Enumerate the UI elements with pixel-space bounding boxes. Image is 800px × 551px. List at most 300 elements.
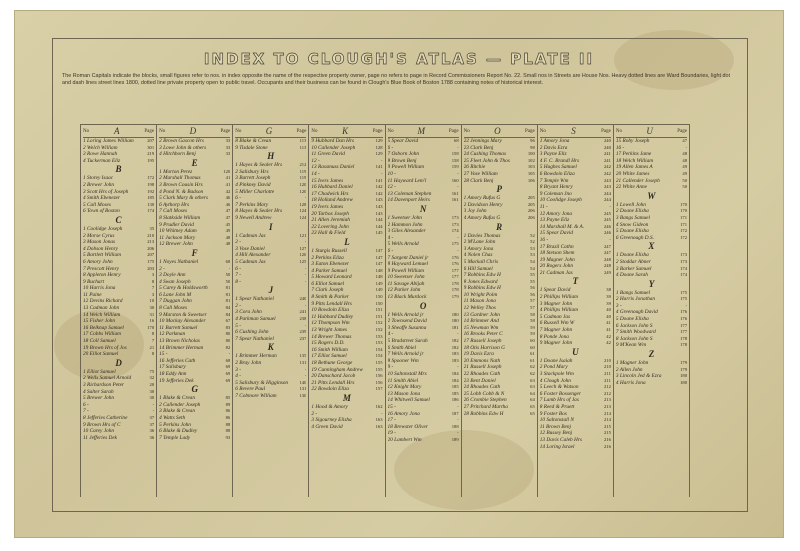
entry-owner: 5 Doane Elisha: [615, 316, 649, 323]
index-entry: [159, 298, 230, 305]
index-entry: [83, 175, 154, 182]
entry-owner: 14 Welch William: [83, 311, 121, 318]
entry-owner: 6 -: [387, 144, 394, 151]
header-page: Page: [296, 128, 307, 134]
entry-page: 68: [225, 258, 231, 264]
entry-page: 147: [375, 261, 383, 267]
index-entry: [540, 237, 611, 244]
entry-owner: 3 Stackpole Wm: [539, 371, 574, 377]
index-entry: [388, 437, 459, 444]
entry-owner: 20 Danschard Jacob: [311, 373, 356, 380]
index-entry: [235, 279, 306, 286]
index-entry: [159, 338, 230, 345]
entry-owner: 1 Storey Isaac: [83, 175, 114, 182]
index-entry: [540, 371, 611, 378]
entry-owner: 15 Newman Wm: [463, 324, 499, 331]
index-entry: [540, 404, 611, 411]
entry-page: -: [304, 278, 307, 284]
entry-owner: 18 Brewster Oliver: [387, 423, 428, 430]
entry-owner: 3 Giles Alexander: [387, 228, 426, 235]
index-entry: [388, 151, 459, 158]
entry-page: -: [304, 265, 307, 271]
index-entry: [235, 259, 306, 266]
entry-owner: 28 Clark Benj: [463, 177, 494, 184]
index-entry: [83, 305, 154, 312]
entry-page: 192: [147, 188, 155, 194]
entry-owner: 14 Brimmer And: [463, 318, 499, 325]
index-entry: [159, 189, 230, 196]
index-entry: [159, 266, 230, 273]
entry-owner: 1 Blake & Crean: [159, 395, 195, 402]
entry-page: 55: [530, 278, 535, 284]
entry-owner: 6 -: [387, 247, 394, 254]
index-entry: [540, 294, 611, 301]
entry-page: 205: [527, 201, 535, 207]
entry-owner: 5 Miller Charlotte: [235, 188, 275, 195]
entry-owner: 7 Spear Nathaniel: [235, 335, 274, 342]
index-entry: [159, 408, 230, 415]
entry-owner: 3 Lowe John & others: [159, 144, 207, 151]
index-entry: [235, 367, 306, 374]
entry-owner: 9 Powell William: [387, 164, 424, 171]
entry-owner: 1 Noyes Nathaniel: [159, 258, 199, 265]
index-entry: [388, 318, 459, 325]
entry-owner: 18 Holland Andrew: [311, 197, 353, 204]
index-entry: [616, 303, 687, 310]
index-entry: [311, 171, 382, 178]
entry-owner: 20 Emmons Nath: [463, 357, 501, 364]
entry-page: 182: [451, 338, 459, 344]
entry-page: 127: [299, 245, 307, 251]
entry-owner: 7 Robbins Edw H: [463, 272, 501, 279]
index-entry: [159, 215, 230, 222]
index-entry: [159, 145, 230, 152]
entry-page: 177: [680, 322, 687, 328]
entry-owner: 3 Vose Daniel: [235, 245, 265, 252]
index-entry: [616, 342, 687, 349]
index-entry: [235, 272, 306, 279]
entry-page: 129: [375, 138, 383, 143]
entry-page: 48: [682, 157, 687, 163]
entry-page: 62: [530, 364, 535, 370]
index-entry: [616, 252, 687, 259]
index-entry: [159, 415, 230, 422]
entry-page: -: [457, 170, 459, 176]
entry-owner: 21 Cadman Jas: [539, 269, 573, 276]
entry-owner: 5 -: [235, 322, 241, 329]
entry-owner: 9 Newell Andrew: [235, 214, 272, 221]
entry-owner: 5 Brewer John: [83, 395, 114, 402]
entry-page: 181: [451, 324, 459, 330]
entry-owner: 22 Bowdoin Eliza: [311, 386, 350, 393]
entry-page: 37: [149, 421, 155, 427]
entry-page: 64: [530, 390, 535, 396]
entry-page: 148: [375, 267, 383, 273]
index-entry: [159, 195, 230, 202]
entry-owner: 9 Pitts Lendall Hrs: [311, 300, 352, 307]
index-entry: [540, 270, 611, 277]
index-entry: [388, 364, 459, 371]
entry-owner: 17 Elliot Samuel: [311, 353, 347, 360]
entry-owner: 1 Sturgis Russell: [311, 247, 347, 254]
entry-owner: 11 Jefferies Dek: [83, 434, 118, 441]
entry-page: 248: [603, 256, 611, 262]
header-no: No: [83, 128, 90, 134]
entry-page: -: [228, 265, 231, 271]
entry-owner: 10 Bowdoin Eliza: [311, 307, 350, 314]
entry-owner: 3 Barrett Joseph: [235, 175, 271, 182]
entry-owner: 1 Spear David: [539, 287, 571, 294]
index-entry: [235, 303, 306, 310]
entry-owner: 7 Sargent Daniel jr: [387, 254, 429, 261]
entry-page: 240: [299, 296, 307, 302]
entry-page: 80: [225, 338, 231, 344]
entry-owner: 11 Paine: [83, 291, 102, 298]
entry-owner: 7 Lamb Hrs of Jas: [539, 397, 579, 404]
column-header: [616, 125, 687, 138]
index-entry: [464, 318, 535, 325]
entry-owner: 12 Parker John: [387, 287, 421, 294]
entry-owner: 20 Lambert Wm: [387, 436, 422, 443]
entry-page: 60: [530, 344, 535, 350]
index-entry: [83, 279, 154, 286]
entry-owner: 8 Ponde Jona: [539, 333, 569, 340]
entry-page: 37: [149, 414, 155, 420]
entry-page: 180: [680, 379, 687, 385]
entry-owner: 2 Allen John: [615, 366, 643, 373]
index-entry: [540, 164, 611, 171]
entry-page: 206: [147, 245, 155, 251]
index-entry: [388, 424, 459, 431]
entry-page: 174: [680, 272, 687, 278]
entry-page: 145: [375, 230, 383, 236]
entry-page: 174: [147, 208, 155, 214]
index-entry: [540, 430, 611, 437]
header-no: No: [235, 128, 242, 134]
index-entry: [464, 208, 535, 215]
entry-page: 59: [530, 324, 535, 330]
index-entry: [159, 279, 230, 286]
entry-page: 57: [530, 305, 535, 311]
entry-page: -: [457, 184, 459, 190]
entry-owner: 20 Elliot Samuel: [83, 351, 119, 358]
index-entry: [83, 395, 154, 402]
entry-owner: 3 Brown Cousin Hrs: [159, 181, 203, 188]
entry-page: 171: [680, 221, 687, 227]
entry-owner: 27 Pritchard Martha: [463, 403, 508, 410]
entry-page: 153: [375, 340, 383, 346]
entry-page: 30: [149, 305, 155, 311]
entry-owner: 11 Mason Jona: [463, 298, 496, 305]
entry-owner: 14 -: [311, 170, 320, 177]
entry-owner: 19 Magner John: [539, 256, 575, 263]
entry-owner: 1 Hayes & Sealer Hrs: [235, 162, 283, 169]
index-entry: [616, 296, 687, 303]
entry-owner: 10 Whitney Adam: [159, 228, 197, 235]
index-entry: [235, 296, 306, 303]
entry-owner: 18 Otis Harrison G: [463, 344, 505, 351]
entry-owner: 2 Brewer John: [83, 181, 114, 188]
index-entry: [464, 178, 535, 185]
entry-owner: 1 Lowell John: [615, 201, 646, 208]
index-entry: [388, 158, 459, 165]
entry-page: 68: [225, 357, 231, 363]
column-letter: D: [189, 126, 197, 136]
index-entry: [540, 145, 611, 152]
entry-owner: 4 Snow Gideon: [615, 221, 649, 228]
entry-owner: 5 Mackall Chris: [463, 258, 499, 265]
index-entry: [311, 380, 382, 387]
entry-page: 144: [375, 217, 383, 223]
entry-owner: 10 Sweetser John: [387, 274, 425, 281]
entry-owner: 10 Callender Joseph: [311, 144, 356, 151]
column-letter: A: [114, 126, 120, 136]
entry-page: 149: [375, 287, 383, 293]
entry-owner: 4 Pond N. & Badson: [159, 188, 204, 195]
index-entry: [540, 178, 611, 185]
index-entry: [235, 329, 306, 336]
entry-owner: 7 Osborn John: [387, 151, 419, 158]
index-entry: [83, 408, 154, 415]
index-entry: [540, 184, 611, 191]
entry-owner: 10 -: [387, 170, 396, 177]
entry-page: 178: [680, 342, 687, 348]
index-entry: [311, 360, 382, 367]
index-entry: [464, 285, 535, 292]
index-entry: [464, 233, 535, 240]
entry-page: -: [228, 351, 231, 357]
entry-page: 174: [680, 265, 687, 271]
entry-owner: 3 Payne Eliz: [539, 151, 567, 158]
index-entry: [311, 281, 382, 288]
index-entry: [616, 316, 687, 323]
entry-owner: 3 Mason Jonas: [83, 239, 116, 246]
entry-owner: 2 Morse Cyrus: [83, 232, 115, 239]
entry-owner: 10 Harris Jona: [83, 285, 116, 292]
entry-page: 135: [299, 353, 307, 359]
entry-page: 33: [225, 144, 231, 150]
index-entry: [616, 380, 687, 387]
entry-page: 8: [151, 278, 155, 284]
entry-owner: 9 Robbins Edw H: [463, 285, 501, 292]
entry-owner: 8 Spooner Wm: [387, 357, 419, 364]
entry-page: -: [457, 403, 459, 409]
index-entry: [311, 217, 382, 224]
entry-owner: 11 Smith Abiel: [387, 377, 419, 384]
entry-page: 161: [451, 197, 459, 203]
entry-page: 215: [603, 423, 611, 429]
entry-page: 175: [451, 241, 459, 247]
entry-owner: 16 Amory Jona: [387, 410, 420, 417]
block-letter-heading: L: [344, 236, 350, 247]
index-entry: [159, 351, 230, 358]
entry-owner: 16 Jefferies Cath: [159, 357, 196, 364]
entry-owner: 2 -: [235, 302, 241, 309]
entry-owner: 7 Magner John: [539, 327, 573, 334]
index-entry: [311, 373, 382, 380]
entry-page: -: [152, 408, 155, 414]
entry-page: 45: [225, 221, 231, 227]
index-entry: [83, 415, 154, 422]
index-entry: [388, 197, 459, 204]
entry-page: 36: [149, 434, 155, 440]
index-entry: [83, 182, 154, 189]
entry-owner: 1 Davies Thomas: [463, 232, 501, 239]
header-page: Page: [144, 128, 155, 134]
block-letter-heading: W: [647, 190, 656, 201]
entry-page: -: [457, 364, 459, 370]
entry-page: 239: [299, 329, 307, 335]
entry-owner: 12 -: [387, 184, 396, 191]
index-entry: [159, 228, 230, 235]
entry-page: -: [304, 195, 307, 201]
entry-owner: 10 Coolidge Joseph: [539, 197, 582, 204]
index-entry: [464, 215, 535, 222]
entry-owner: 8 Brown Benj: [387, 157, 417, 164]
entry-page: 33: [225, 151, 231, 157]
entry-owner: 8 Call Moses: [159, 305, 188, 312]
entry-page: 160: [451, 177, 459, 183]
entry-owner: 8 Smith & Parker: [311, 294, 349, 301]
entry-page: 129: [375, 151, 383, 157]
index-entry: [616, 138, 687, 145]
index-entry: [464, 266, 535, 273]
entry-page: 53: [530, 252, 535, 258]
index-entry: [616, 323, 687, 330]
index-entry: [83, 435, 154, 442]
entry-owner: 21 Pitts Lendall Hrs: [311, 379, 355, 386]
entry-owner: 4 Hill Alexander: [235, 252, 271, 259]
entry-owner: 13 Rassmuss Daniel: [311, 164, 355, 171]
entry-page: 237: [299, 335, 307, 341]
entry-page: 50: [225, 272, 231, 278]
entry-page: 88: [225, 428, 231, 434]
entry-page: 248: [603, 263, 611, 269]
index-entry: [540, 320, 611, 327]
entry-page: 131: [299, 360, 307, 366]
entry-page: 163: [375, 417, 383, 423]
entry-page: 185: [451, 384, 459, 390]
entry-owner: 4 Hitchborn Benj: [159, 151, 196, 158]
index-entry: [83, 375, 154, 382]
index-entry: [616, 164, 687, 171]
index-entry: [235, 360, 306, 367]
entry-page: 176: [680, 316, 687, 322]
entry-owner: 14 Loring Israel: [539, 443, 575, 450]
index-column: [308, 125, 384, 497]
entry-owner: 13 Payne Eliz: [539, 217, 570, 224]
entry-owner: 2 -: [235, 239, 241, 246]
entry-page: 8: [151, 331, 155, 337]
entry-page: 243: [603, 177, 611, 183]
entry-page: -: [380, 170, 383, 176]
entry-page: 151: [375, 307, 383, 313]
entry-owner: 10 Wright Polm: [463, 291, 498, 298]
index-entry: [464, 164, 535, 171]
index-entry: [311, 255, 382, 262]
index-entry: [83, 422, 154, 429]
entry-owner: 4 Parkman Samuel: [235, 316, 276, 323]
index-entry: [464, 138, 535, 145]
entry-page: 207: [147, 138, 155, 143]
entry-owner: 14 Whitwell Samuel: [387, 397, 430, 404]
entry-owner: 2 M'Lane John: [463, 239, 496, 246]
entry-owner: 1 Doane Elisha: [615, 252, 649, 259]
index-entry: [388, 248, 459, 255]
entry-page: 36: [149, 428, 155, 434]
entry-owner: 7 Cobmore William: [235, 393, 277, 399]
entry-page: 93: [225, 434, 231, 440]
entry-owner: 16 Brooks Peter C: [463, 331, 503, 338]
index-entry: [235, 266, 306, 273]
entry-page: 49: [682, 164, 687, 170]
entry-page: 154: [375, 346, 383, 352]
index-entry: [311, 411, 382, 418]
index-entry: [616, 208, 687, 215]
index-entry: [388, 215, 459, 222]
entry-owner: 21 Russell Joseph: [463, 364, 502, 371]
index-entry: [464, 202, 535, 209]
entry-page: 32: [149, 375, 155, 381]
entry-page: 140: [299, 379, 307, 385]
entry-page: 33: [225, 138, 231, 143]
index-entry: [388, 178, 459, 185]
entry-owner: 1 Sweetser John: [387, 214, 422, 221]
entry-owner: 8 Blake & Crean: [235, 138, 272, 144]
entry-page: 214: [603, 410, 611, 416]
index-entry: [235, 162, 306, 169]
index-entry: [388, 145, 459, 152]
entry-page: 86: [225, 408, 231, 414]
index-entry: [83, 351, 154, 358]
entry-page: 152: [375, 320, 383, 326]
index-entry: [388, 164, 459, 171]
index-entry: [388, 397, 459, 404]
index-entry: [464, 397, 535, 404]
index-entry: [83, 369, 154, 376]
entry-page: 20: [149, 382, 155, 387]
index-entry: [464, 292, 535, 299]
entry-owner: 7 Smith Woodward: [615, 329, 656, 336]
index-entry: [311, 287, 382, 294]
index-entry: [616, 309, 687, 316]
index-entry: [235, 175, 306, 182]
entry-page: 125: [299, 258, 307, 264]
index-entry: [616, 222, 687, 229]
entry-page: 65: [530, 403, 535, 409]
block-letter-heading: M: [342, 392, 351, 403]
index-entry: [616, 171, 687, 178]
entry-owner: 11 Barrett Samuel: [159, 324, 198, 331]
entry-owner: 18 Coll Samuel: [83, 338, 116, 345]
entry-owner: 13 Davis Caleb Hrs: [539, 436, 582, 443]
entry-page: 238: [299, 316, 307, 322]
entry-owner: 4 Green David: [311, 423, 343, 430]
entry-owner: 4 Amory Rufus G: [463, 214, 501, 221]
index-entry: [464, 312, 535, 319]
index-entry: [540, 411, 611, 418]
entry-owner: 5 Carey & Holdsworth: [159, 285, 208, 292]
entry-page: 142: [375, 184, 383, 190]
index-entry: [616, 266, 687, 273]
index-column: [613, 125, 690, 497]
entry-owner: 19 Ivers James: [311, 203, 344, 210]
block-letter-heading: O: [419, 300, 427, 311]
entry-page: -: [457, 417, 459, 423]
index-entry: [540, 327, 611, 334]
index-entry: [540, 307, 611, 314]
index-entry: [83, 318, 154, 325]
